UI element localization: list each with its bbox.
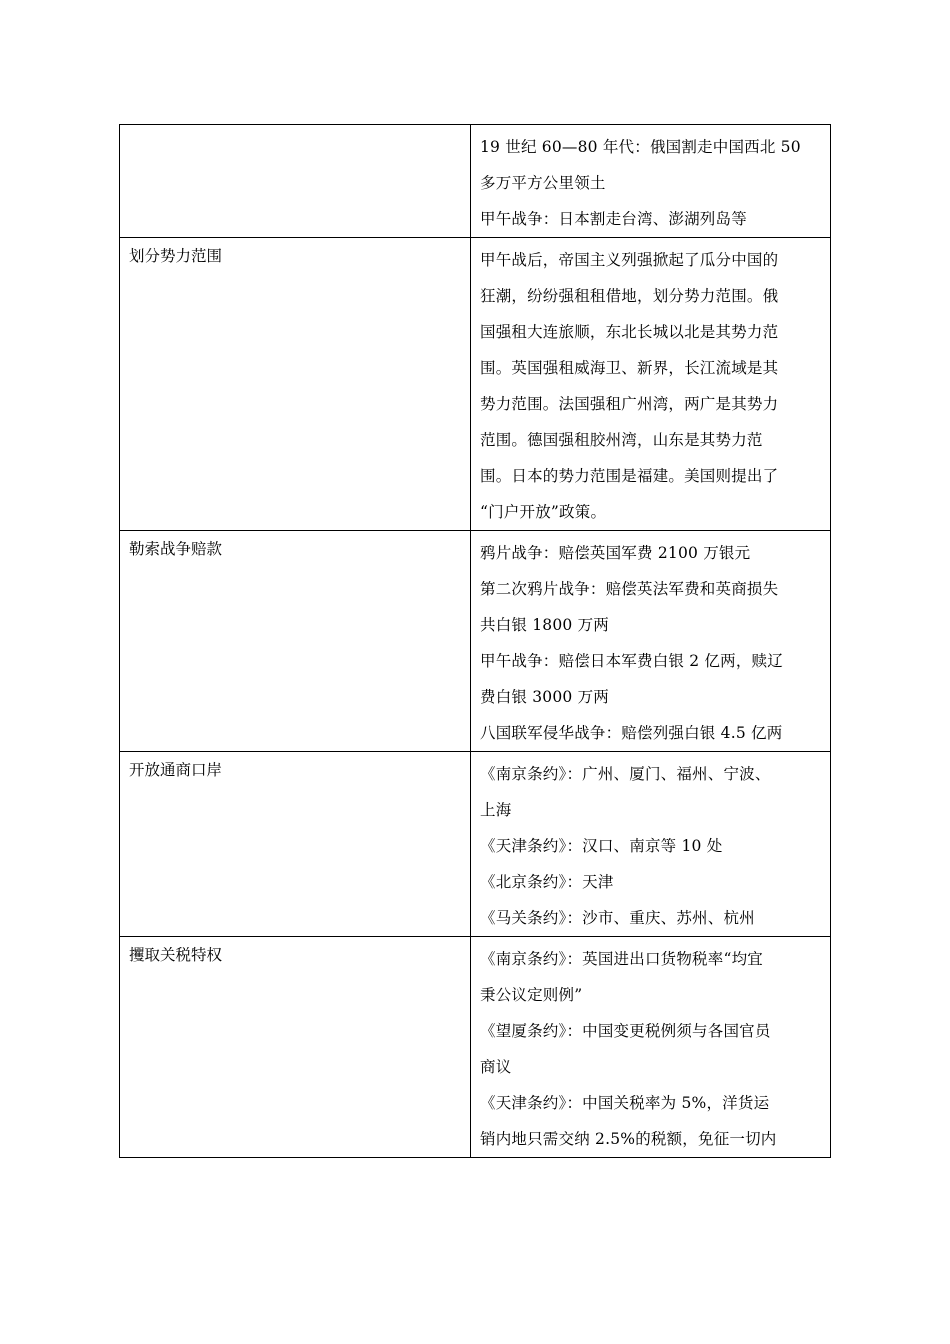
content-line: 《北京条约》：天津 xyxy=(480,873,614,891)
table-row xyxy=(120,937,831,1158)
content-line: 《南京条约》：广州、厦门、福州、宁波、 xyxy=(480,765,771,783)
row-heading-cell: 划分势力范围 xyxy=(120,238,471,531)
content-line: 鸦片战争：赔偿英国军费 2100 万银元 xyxy=(480,544,751,562)
table-row xyxy=(120,531,831,752)
content-line: 范围。德国强租胶州湾，山东是其势力范 xyxy=(480,431,763,449)
row-heading-cell xyxy=(120,125,471,238)
content-line: 多万平方公里领土 xyxy=(480,174,606,192)
content-line: 《马关条约》：沙市、重庆、苏州、杭州 xyxy=(480,909,755,927)
content-line: “门户开放”政策。 xyxy=(480,503,607,521)
content-line: 第二次鸦片战争：赔偿英法军费和英商损失 xyxy=(480,580,779,598)
content-line: 《南京条约》：英国进出口货物税率“均宜 xyxy=(480,950,763,968)
content-line: 《天津条约》：汉口、南京等 10 处 xyxy=(480,837,723,855)
content-line: 销内地只需交纳 2.5%的税额，免征一切内 xyxy=(480,1130,777,1148)
row-heading-cell: 攫取关税特权 xyxy=(120,937,471,1158)
row-heading-cell: 开放通商口岸 xyxy=(120,752,471,937)
content-line: 围。英国强租威海卫、新界，长江流域是其 xyxy=(480,359,779,377)
row-content-cell xyxy=(471,937,831,1158)
content-table xyxy=(119,124,831,1158)
row-content-cell xyxy=(471,238,831,531)
content-line: 国强租大连旅顺，东北长城以北是其势力范 xyxy=(480,323,779,341)
content-line: 共白银 1800 万两 xyxy=(480,616,610,634)
row-content-cell xyxy=(471,752,831,937)
content-line: 秉公议定则例” xyxy=(480,986,583,1004)
row-content-cell xyxy=(471,125,831,238)
content-line: 势力范围。法国强租广州湾，两广是其势力 xyxy=(480,395,779,413)
content-line: 甲午战争：赔偿日本军费白银 2 亿两，赎辽 xyxy=(480,652,783,670)
table-row xyxy=(120,752,831,937)
content-line: 上海 xyxy=(480,801,512,819)
row-heading-cell: 勒索战争赔款 xyxy=(120,531,471,752)
content-line: 商议 xyxy=(480,1058,512,1076)
content-line: 狂潮，纷纷强租租借地，划分势力范围。俄 xyxy=(480,287,779,305)
content-line: 19 世纪 60—80 年代：俄国割走中国西北 50 xyxy=(480,138,801,156)
content-line: 甲午战争：日本割走台湾、澎湖列岛等 xyxy=(480,210,747,228)
table-row xyxy=(120,238,831,531)
content-line: 费白银 3000 万两 xyxy=(480,688,610,706)
table-row xyxy=(120,125,831,238)
content-line: 围。日本的势力范围是福建。美国则提出了 xyxy=(480,467,779,485)
content-line: 甲午战后，帝国主义列强掀起了瓜分中国的 xyxy=(480,251,779,269)
content-line: 八国联军侵华战争：赔偿列强白银 4.5 亿两 xyxy=(480,724,783,742)
row-content-cell xyxy=(471,531,831,752)
content-line: 《望厦条约》：中国变更税例须与各国官员 xyxy=(480,1022,771,1040)
content-line: 《天津条约》：中国关税率为 5%，洋货运 xyxy=(480,1094,770,1112)
